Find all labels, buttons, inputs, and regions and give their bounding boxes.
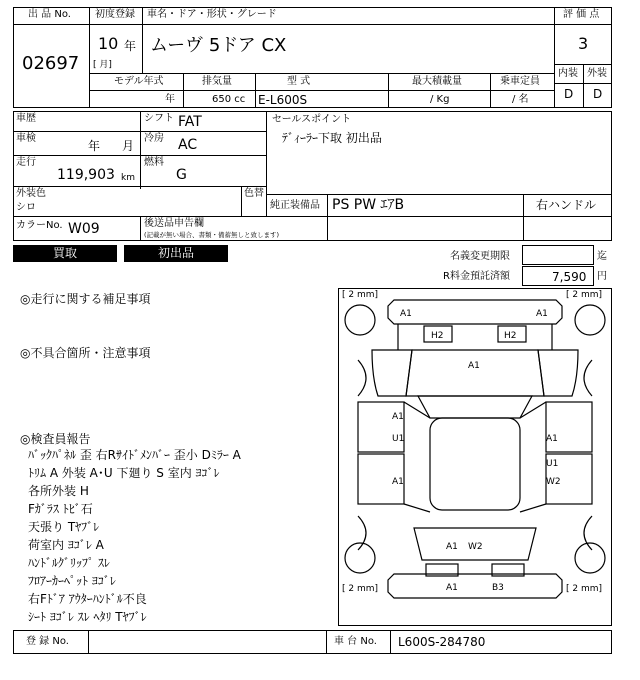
history-label: 車歴: [16, 113, 36, 124]
capacity-label: 乗車定員: [500, 76, 540, 87]
inspector-line: ﾊﾝﾄﾞﾙｸﾞﾘｯﾌﾟ ｽﾚ: [28, 556, 110, 570]
name-change-field: [522, 245, 594, 265]
first-reg-month: [ 月]: [93, 60, 112, 70]
inspection-month-unit: 月: [122, 139, 135, 153]
type-label: 型 式: [287, 76, 311, 87]
lot-no-label: 出 品 No.: [28, 9, 71, 20]
inspector-line: ﾌﾛｱｰｶｰﾍﾟｯﾄ ﾖｺﾞﾚ: [28, 574, 116, 588]
type-value: E-L600S: [258, 93, 308, 107]
post-docs-label: 後送品申告欄: [144, 218, 204, 229]
tire-tread-rear-left: [ 2 mm]: [342, 584, 379, 594]
tire-tread-front-left: [ 2 mm]: [342, 290, 379, 300]
inspector-line: 荷室内 ﾖｺﾞﾚ A: [28, 538, 104, 552]
mark-hood: A1: [468, 361, 480, 371]
interior-grade: D: [564, 87, 574, 101]
recycle-unit: 円: [597, 271, 607, 282]
equipment-value: PS PW ｴｱB: [332, 197, 405, 213]
mileage-label: 走行: [16, 157, 36, 168]
displacement-label: 排気量: [202, 76, 232, 87]
chassis-label: 車 台 No.: [334, 636, 377, 647]
inspector-line: 天張り Tﾔﾌﾞﾚ: [28, 520, 100, 534]
mark-right-middle-2: W2: [546, 477, 561, 487]
shift-value: FAT: [178, 114, 202, 130]
exterior-grade: D: [593, 87, 603, 101]
sales-point-label: セールスポイント: [272, 114, 352, 125]
mileage-value: 119,903: [57, 167, 115, 183]
inspector-report: [28, 449, 241, 629]
ext-color-value: シロ: [16, 202, 36, 213]
color-no-value: W09: [68, 221, 100, 237]
model-year-unit: 年: [165, 94, 175, 105]
cooler-value: AC: [178, 137, 198, 153]
displacement-value: 650 cc: [212, 94, 246, 105]
car-info-label: 車名・ドア・形状・グレード: [147, 9, 277, 20]
mark-headlight-right: H2: [504, 331, 517, 341]
inspector-line: 各所外装 H: [28, 484, 89, 498]
inspector-line: 右Fﾄﾞｱ ｱｳﾀｰﾊﾝﾄﾞﾙ不良: [28, 592, 147, 606]
mark-back-door-2: W2: [468, 542, 483, 552]
inspector-line: ｼｰﾄ ﾖｺﾞﾚ ｽﾚ ﾍﾀﾘ Tﾔﾌﾞﾚ: [28, 610, 147, 624]
buy-badge: 買取: [13, 245, 117, 262]
footer-box: [13, 630, 612, 654]
mark-left-front-2: U1: [392, 434, 405, 444]
driving-notes-label: ◎走行に関する補足事項: [20, 292, 151, 306]
fuel-value: G: [176, 167, 187, 183]
sales-point-value: ﾃﾞｨｰﾗｰ下取 初出品: [282, 131, 382, 145]
fuel-label: 燃料: [144, 157, 164, 168]
max-load-value: / Kg: [430, 94, 450, 105]
mark-rear-bumper-1: A1: [446, 583, 458, 593]
mark-front-bumper-right: A1: [536, 309, 548, 319]
recycle-label: R料金預託済額: [443, 271, 510, 282]
first-listing-badge: 初出品: [124, 245, 228, 262]
car-damage-diagram: [338, 288, 612, 626]
steering-value: 右ハンドル: [536, 198, 597, 212]
mark-front-bumper-left: A1: [400, 309, 412, 319]
mark-left-front-1: A1: [392, 412, 404, 422]
interior-label: 内装: [558, 68, 578, 79]
mark-back-door-1: A1: [446, 542, 458, 552]
exterior-label: 外装: [587, 68, 607, 79]
car-name: ムーヴ 5ドア CX: [150, 35, 287, 56]
capacity-value: / 名: [512, 94, 529, 105]
lot-no: 02697: [22, 53, 80, 74]
recycle-value: 7,590: [552, 270, 587, 284]
tire-tread-front-right: [ 2 mm]: [566, 290, 603, 300]
post-docs-note: (記載が無い場合、書類・備蓄無しと致します): [144, 231, 280, 239]
inspector-line: ﾄﾘﾑ A 外装 A･U 下廻り S 室内 ﾖｺﾞﾚ: [28, 466, 220, 480]
equipment-label: 純正装備品: [270, 200, 320, 211]
inspection-year-unit: 年: [88, 139, 101, 153]
mileage-unit: km: [121, 173, 135, 183]
shift-label: シフト: [144, 113, 174, 124]
color-no-label: カラーNo.: [16, 220, 63, 231]
first-reg-year: 10: [98, 34, 119, 53]
first-reg-year-unit: 年: [124, 39, 137, 53]
score-value: 3: [578, 34, 589, 53]
mark-rear-bumper-2: B3: [492, 583, 504, 593]
inspector-label: ◎検査員報告: [20, 432, 91, 446]
score-label: 評 価 点: [563, 9, 600, 20]
name-change-unit: 迄: [597, 251, 607, 262]
model-year-label: モデル年式: [114, 76, 164, 87]
mark-headlight-left: H2: [431, 331, 444, 341]
inspector-line: Fｶﾞﾗｽ ﾄﾋﾞ石: [28, 502, 93, 516]
chassis-no: L600S-284780: [398, 635, 486, 649]
mark-right-front: A1: [546, 434, 558, 444]
first-reg-label: 初度登録: [95, 9, 135, 20]
mark-left-rear: A1: [392, 477, 404, 487]
ext-color-label: 外装色: [16, 188, 46, 199]
repaint-label: 色替: [244, 188, 264, 199]
cooler-label: 冷房: [144, 133, 164, 144]
max-load-label: 最大積載量: [412, 76, 462, 87]
mark-right-middle-1: U1: [546, 459, 559, 469]
defects-label: ◎不具合箇所・注意事項: [20, 346, 151, 360]
inspector-line: ﾊﾞｯｸﾊﾟﾈﾙ 歪 右Rｻｲﾄﾞﾒﾝﾊﾞｰ 歪小 Dﾐﾗｰ A: [28, 448, 241, 462]
tire-tread-rear-right: [ 2 mm]: [566, 584, 603, 594]
name-change-label: 名義変更期限: [450, 251, 510, 262]
reg-no-label: 登 録 No.: [26, 636, 69, 647]
inspection-label: 車検: [16, 133, 36, 144]
